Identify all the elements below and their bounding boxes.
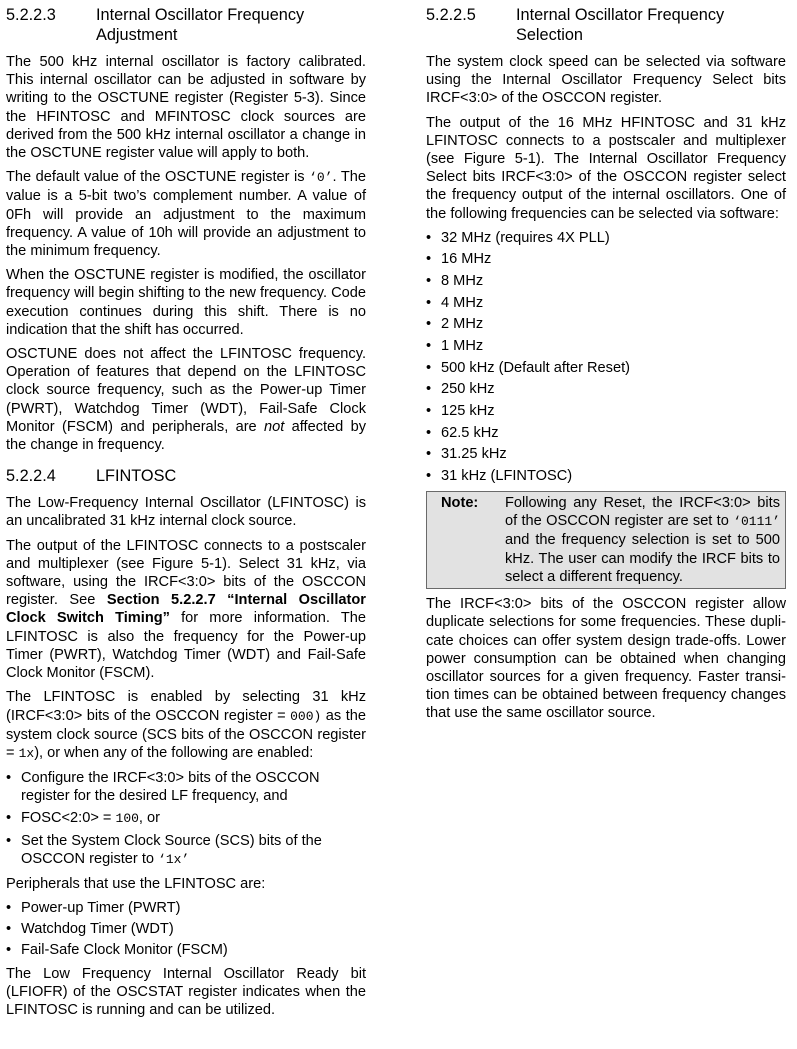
heading-frequency-selection (426, 5, 786, 45)
list-item: • 31 kHz (LFINTOSC) (426, 467, 786, 485)
list-item: • 125 kHz (426, 402, 786, 420)
section-reference-link[interactable]: Section 5.2.2.7 “Internal Oscillator Clock Switch Timing” (6, 592, 366, 627)
paragraph: The Low-Frequency Internal Oscillator (LFINTOSC) is an uncalibrated 31 kHz internal clock source. (6, 495, 366, 530)
bullet-list-peripherals (6, 899, 366, 959)
list-item: • Watchdog Timer (WDT) (6, 920, 366, 938)
section-title: LFINTOSC (96, 467, 177, 486)
list-item: • 32 MHz (requires 4X PLL) (426, 229, 786, 247)
note-label: Note: (441, 495, 479, 512)
paragraph: The Low Frequency Internal Oscillator Ready bit (LFIOFR) of the OSCSTAT register indicates when the LFINTOSC is running and can be utilized. (6, 965, 366, 1019)
section-title: Internal Oscillator Frequency Adjustment (96, 6, 305, 44)
list-item: • Power-up Timer (PWRT) (6, 899, 366, 917)
list-item: • 250 kHz (426, 380, 786, 398)
list-item: • Set the System Clock Source (SCS) bits of the OSCCON register to ‘1x’ (6, 832, 366, 869)
paragraph: The LFINTOSC is enabled by selecting 31 kHz (IRCF<3:0> bits of the OSCCON register = 000) as the system clock source (SCS bits of the OSCCON register = 1x), or when any of the following are enabled: (6, 689, 366, 761)
paragraph: The 500 kHz internal oscillator is factory calibrated. This internal oscillator can be adjusted in software by writing to the OSCTUNE register (Register 5-3). Since the HFINTOSC and MFINTOSC clock sources are derived from the 500 kHz internal oscillator a change in the OSCTUNE register value will apply to both. (6, 54, 366, 162)
list-item: • 31.25 kHz (426, 445, 786, 463)
paragraph: The default value of the OSCTUNE register is ‘0’. The value is a 5-bit two’s complement number. A value of 0Fh will provide an adjustment to the maximum frequency. A value of 10h will provide an adjustment to the minimum frequency. (6, 169, 366, 260)
note-text: Following any Reset, the IRCF<3:0> bits of the OSCCON register are set to ‘0111’ and the frequency selection is set to 500 kHz. The user can modify the IRCF bits to select a different frequency. (505, 495, 780, 585)
section-number: 5.2.2.4 (6, 467, 56, 486)
heading-lfintosc (6, 466, 366, 486)
paragraph: The system clock speed can be selected via software using the Internal Oscillator Frequency Select bits IRCF<3:0> of the OSCCON register. (426, 54, 786, 107)
list-item: • 4 MHz (426, 294, 786, 312)
note-box (426, 491, 786, 589)
paragraph: OSCTUNE does not affect the LFINTOSC frequency. Operation of features that depend on the LFINTOSC clock source frequency, such as the Power-up Timer (PWRT), Watchdog Timer (WDT), Fail-Safe Clock Monitor (FSCM) and peripherals, are not affected by the change in frequency. (6, 346, 366, 454)
list-item: • Fail-Safe Clock Monitor (FSCM) (6, 941, 366, 959)
list-item: • 1 MHz (426, 337, 786, 355)
paragraph: The output of the 16 MHz HFINTOSC and 31 kHz LFINTOSC connects to a postscaler and multiplexer (see Figure 5-1). The Internal Oscillator Frequency Select bits IRCF<3:0> of the OSCCON register select the frequency output of the internal oscillators. One of the following frequencies can be selected via software: (426, 114, 786, 222)
paragraph: When the OSCTUNE register is modified, the oscillator frequency will begin shifting to the new frequency. Code execution continues during this shift. There is no indication that the shift has occurred. (6, 267, 366, 338)
list-item: • FOSC<2:0> = 100, or (6, 809, 366, 828)
list-item: • 16 MHz (426, 250, 786, 268)
heading-osctune-adjustment (6, 5, 366, 45)
bullet-list-frequencies (426, 229, 786, 485)
left-column (6, 5, 366, 1026)
section-number: 5.2.2.5 (426, 6, 476, 24)
paragraph: The IRCF<3:0> bits of the OSCCON register allow duplicate selections for some frequencies. These dupli-cate choices can offer system design trade-offs. Lower power consumption can be obtained when changing oscillator sources for a given frequency. Faster transi-tion times can be obtained between frequency changes that use the same oscillator source. (426, 596, 786, 722)
section-number: 5.2.2.3 (6, 6, 56, 24)
paragraph: The output of the LFINTOSC connects to a postscaler and multiplexer (see Figure 5-1). Select 31 kHz, via software, using the IRCF<3:0> bits of the OSCCON register. See Section 5.2.2.7 “Internal Oscillator Clock Switch Timing” for more information. The LFINTOSC is also the frequency for the Power-up Timer (PWRT), Watchdog Timer (WDT) and Fail-Safe Clock Monitor (FSCM). (6, 537, 366, 682)
right-column (426, 5, 786, 729)
paragraph: Peripherals that use the LFINTOSC are: (6, 875, 266, 892)
bullet-list-enable-conditions (6, 769, 366, 869)
list-item: • 500 kHz (Default after Reset) (426, 359, 786, 377)
list-item: • Configure the IRCF<3:0> bits of the OSCCON register for the desired LF frequency, and (6, 769, 366, 805)
list-item: • 8 MHz (426, 272, 786, 290)
list-item: • 62.5 kHz (426, 424, 786, 442)
section-title: Internal Oscillator Frequency Selection (516, 6, 725, 44)
list-item: • 2 MHz (426, 315, 786, 333)
